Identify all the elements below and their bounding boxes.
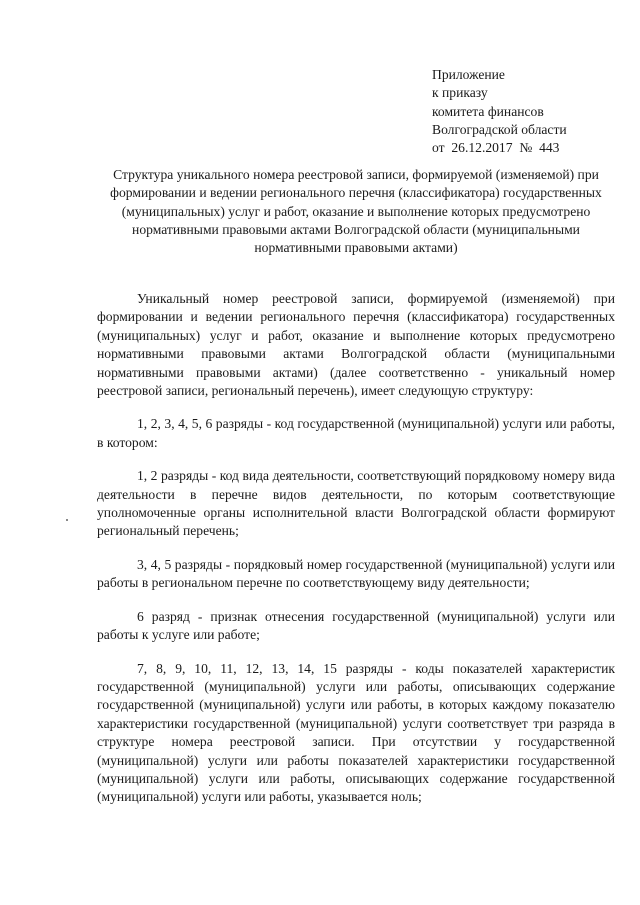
annex-line-to-order: к приказу — [432, 85, 488, 101]
document-title: Структура уникального номера реестровой записи, формируемой (изменяемой) при формировании и ведении регионального перечня (классификатора) государственных (муниципальных) услуг и работ, оказание и выполнение которых предусмотрено нормативными правовыми актами Волгоградской области (муниципальными нормативными правовыми актами) — [110, 167, 602, 256]
document-body — [97, 290, 615, 822]
paragraph-digit-6: 6 разряд - признак отнесения государственной (муниципальной) услуги или работы к услуге или работе; — [97, 608, 615, 643]
annex-line-committee: комитета финансов — [432, 103, 544, 119]
annex-line-appendix: Приложение — [432, 67, 505, 82]
annex-line-date-number: от 26.12.2017 № 443 — [432, 140, 560, 156]
paragraph-intro: Уникальный номер реестровой записи, формируемой (изменяемой) при формировании и ведении регионального перечня (классификатора) государственных (муниципальных) услуг и работ, оказание и выполнение которых предусмотрено нормативными правовыми актами Волгоградской области (муниципальными нормативными правовыми актами) (далее соответственно - уникальный номер реестровой записи, региональный перечень), имеет следующую структуру: — [97, 291, 615, 399]
annex-line-region: Волгоградской области — [432, 121, 567, 137]
paragraph-digits-3-5: 3, 4, 5 разряды - порядковый номер государственной (муниципальной) услуги или работы в региональном перечне по соответствующему виду деятельности; — [97, 556, 615, 591]
annex-block — [432, 66, 632, 157]
paragraph-digits-7-15: 7, 8, 9, 10, 11, 12, 13, 14, 15 разряды - коды показателей характеристик государственной (муниципальной) услуги или работы, описывающих содержание государственной (муниципальной) услуги или работы, в которых каждому показателю характеристики государственной (муниципальной) услуги соответствует три разряда в структуре номера реестровой записи. При отсутствии у государственной (муниципальной) услуги или работы показателей характеристики государственной (муниципальной) услуги или работы, описывающих содержание государственной (муниципальной) услуги или работы, указывается ноль; — [97, 660, 615, 805]
scan-dot-mark — [66, 519, 68, 521]
paragraph-digits-1-6: 1, 2, 3, 4, 5, 6 разряды - код государственной (муниципальной) услуги или работы, в котором: — [97, 416, 615, 450]
paragraph-digits-1-2: 1, 2 разряды - код вида деятельности, соответствующий порядковому номеру вида деятельности в перечне видов деятельности, по которым соответствующие уполномоченные органы исполнительной власти Волгоградской области формируют региональный перечень; — [97, 468, 615, 539]
